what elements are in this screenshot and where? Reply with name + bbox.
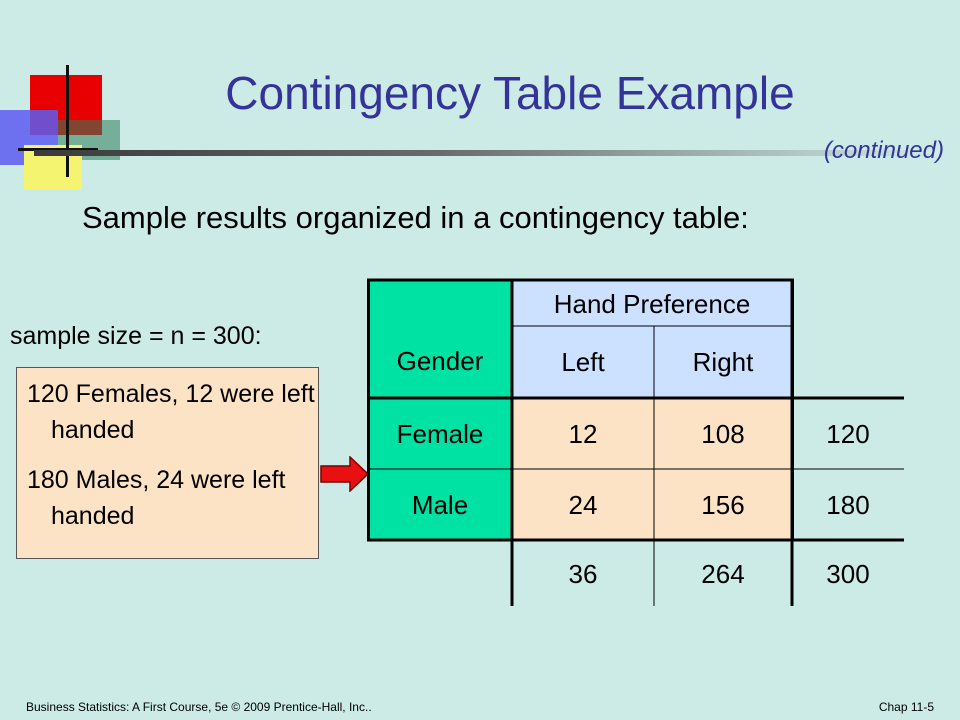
right-column-total: 264 — [701, 558, 745, 589]
row-label-male: Male — [411, 489, 469, 520]
slide-title: Contingency Table Example — [225, 67, 795, 119]
column-header-right: Right — [692, 346, 754, 377]
footer-citation: Business Statistics: A First Course, 5e © 2009 Prentice-Hall, Inc.. — [26, 700, 372, 714]
grand-total: 300 — [826, 558, 870, 589]
info-line-males: 180 Males, 24 were left handed — [27, 466, 286, 530]
left-column-total: 36 — [568, 558, 598, 589]
male-left-value: 24 — [568, 489, 598, 520]
female-right-value: 108 — [701, 418, 745, 449]
section-heading: Sample results organized in a contingency table: — [82, 200, 749, 235]
male-right-value: 156 — [701, 489, 745, 520]
chapter-label: Chap 11-5 — [878, 700, 934, 714]
slide-subtitle: (continued) — [823, 137, 944, 164]
column-header-left: Left — [561, 346, 605, 377]
male-row-total: 180 — [826, 489, 870, 520]
info-line-females: 120 Females, 12 were left handed — [27, 380, 315, 444]
hand-preference-header: Hand Preference — [553, 288, 751, 319]
female-left-value: 12 — [568, 418, 598, 449]
female-row-total: 120 — [826, 418, 870, 449]
row-label-female: Female — [396, 418, 484, 449]
sample-size-label: sample size = n = 300: — [10, 322, 262, 350]
gender-header: Gender — [396, 345, 484, 376]
